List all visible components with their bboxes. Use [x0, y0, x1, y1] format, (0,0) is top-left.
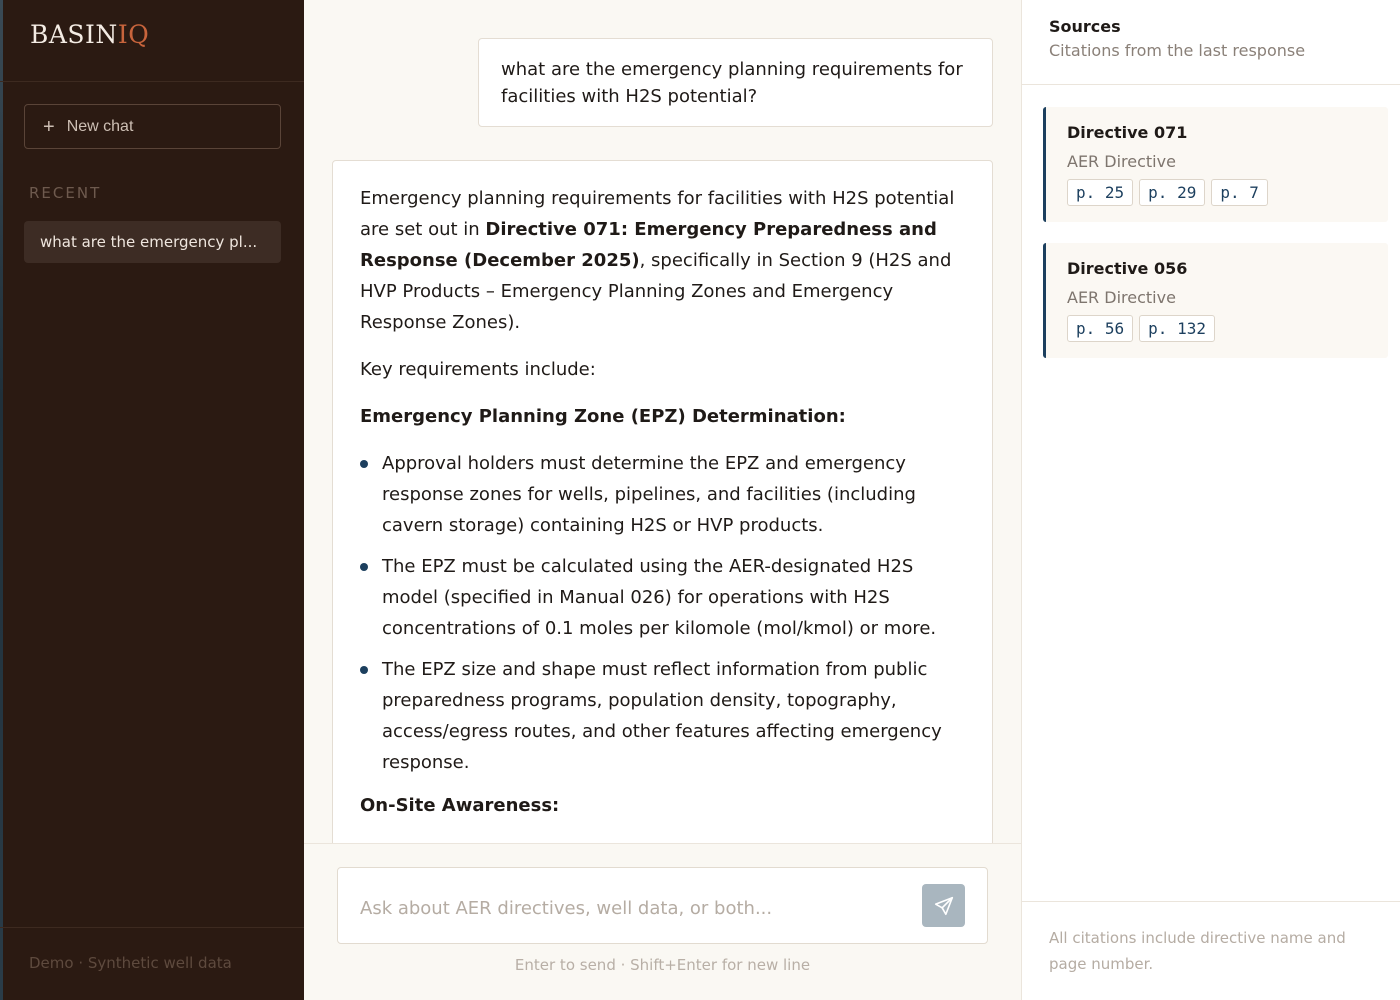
answer-bullet-text: The EPZ size and shape must reflect information from public preparedness programs, population density, topography, access/egress routes, and other features affecting emergency response.: [382, 659, 942, 773]
sources-divider: [1022, 84, 1400, 85]
answer-section-heading: Emergency Planning Zone (EPZ) Determination:: [360, 406, 846, 427]
send-button[interactable]: [922, 884, 965, 927]
bullet-icon: [360, 563, 368, 571]
brand-accent: IQ: [117, 20, 150, 49]
source-type: AER Directive: [1067, 288, 1176, 307]
answer-intro-citation: Directive 071: Emergency Preparedness and Response (December 2025): [360, 219, 937, 271]
answer-bullet-text: Approval holders must determine the EPZ and emergency response zones for wells, pipelines, and facilities (including cavern storage) containing H2S or HVP products.: [382, 453, 916, 536]
page-chip[interactable]: p. 56: [1067, 315, 1133, 342]
answer-section-heading-2: On-Site Awareness:: [360, 795, 560, 816]
answer-bullet: [360, 551, 965, 644]
page-chip[interactable]: p. 132: [1139, 315, 1215, 342]
recent-chat-title: what are the emergency pl...: [40, 233, 258, 251]
answer-key-intro: Key requirements include:: [360, 359, 596, 380]
answer-intro-rest: , specifically in Section 9 (H2S and HVP Products – Emergency Planning Zones and Emergency Response Zones).: [360, 250, 952, 333]
sidebar-divider: [0, 81, 304, 82]
sources-subtitle: Citations from the last response: [1049, 41, 1306, 60]
recent-chat-item[interactable]: [24, 221, 281, 263]
chat-main: [304, 0, 1021, 1000]
send-icon: [933, 895, 955, 917]
sources-panel: [1021, 0, 1400, 1000]
brand-name: BASIN: [30, 20, 118, 49]
new-chat-label: New chat: [66, 117, 134, 135]
sidebar-footer-divider: [0, 927, 304, 928]
page-chips: [1067, 179, 1367, 206]
sources-footer-divider: [1022, 901, 1400, 902]
page-chip[interactable]: p. 25: [1067, 179, 1133, 206]
composer: [337, 867, 988, 944]
answer-bullet-list: [360, 448, 965, 778]
brand-logo[interactable]: [30, 20, 149, 49]
source-name: Directive 071: [1067, 123, 1188, 142]
message-input[interactable]: [360, 898, 900, 919]
answer-intro: [360, 183, 965, 338]
recent-section-label: RECENT: [29, 184, 102, 202]
sources-title: Sources: [1049, 17, 1121, 36]
demo-note: Demo · Synthetic well data: [29, 954, 232, 972]
source-name: Directive 056: [1067, 259, 1188, 278]
answer-bullet: [360, 448, 965, 541]
source-type: AER Directive: [1067, 152, 1176, 171]
user-message-text: what are the emergency planning requirements for facilities with H2S potential?: [501, 59, 963, 107]
bullet-icon: [360, 666, 368, 674]
new-chat-button[interactable]: [24, 104, 281, 149]
page-chips: [1067, 315, 1367, 342]
answer-bullet-text: The EPZ must be calculated using the AER-designated H2S model (specified in Manual 026) for operations with H2S concentrations of 0.1 moles per kilomole (mol/kmol) or more.: [382, 556, 937, 639]
page-chip[interactable]: p. 7: [1211, 179, 1268, 206]
bullet-icon: [360, 460, 368, 468]
sources-footer-note: All citations include directive name and page number.: [1049, 929, 1346, 973]
composer-bar: [304, 843, 1021, 1000]
assistant-message: [332, 160, 993, 860]
window-edge: [0, 0, 3, 1000]
sidebar: [0, 0, 304, 1000]
composer-hint: Enter to send · Shift+Enter for new line: [514, 956, 811, 974]
page-chip[interactable]: p. 29: [1139, 179, 1205, 206]
plus-icon: +: [43, 115, 55, 138]
answer-bullet: [360, 654, 965, 778]
answer-intro-text: Emergency planning requirements for facilities with H2S potential are set out in: [360, 188, 955, 240]
source-card[interactable]: [1043, 107, 1388, 222]
user-message: [478, 38, 993, 127]
source-card[interactable]: [1043, 243, 1388, 358]
